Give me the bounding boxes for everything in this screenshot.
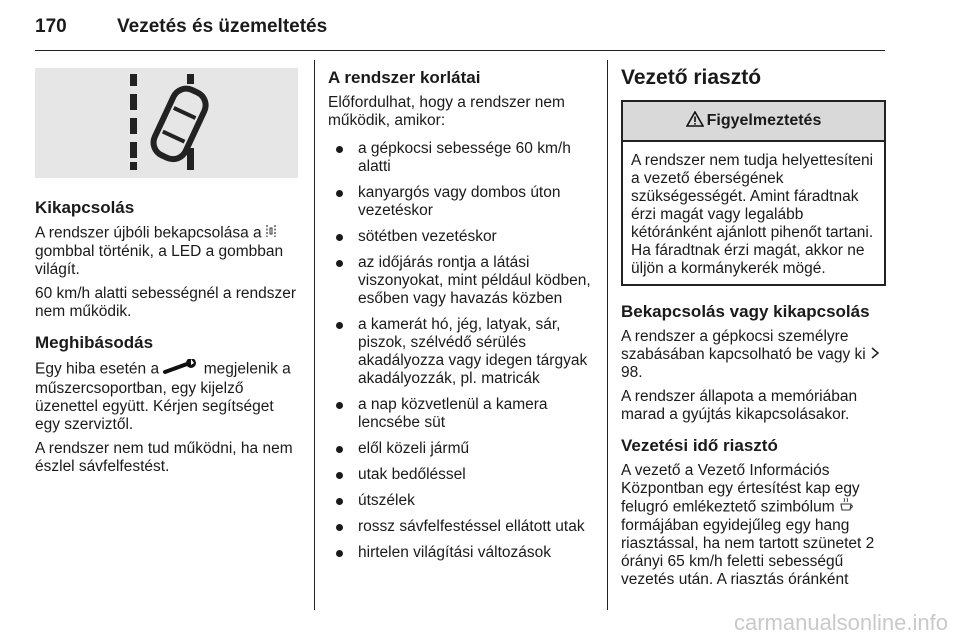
- list-item: a kamerát hó, jég, latyak, sár, piszok, szélvédő sérülés akadályozza vagy idegen tárgyak akadályozzák, pl. matricák: [328, 316, 598, 388]
- paragraph-off-2: 60 km/h alatti sebességnél a rendszer nem működik.: [35, 285, 297, 320]
- list-item: a gépkocsi sebessége 60 km/h alatti: [328, 140, 598, 176]
- paragraph-driving-time: A vezető a Vezető Információs Központban egy értesítést kap egy felugró emlékeztető szimbólum formájában egyidejűleg egy hang riasztással, ha nem tartott szünetet 2 órányi 65 km/h feletti sebességű vezetés után. A riasztás óránként: [621, 462, 875, 589]
- heading-off: Kikapcsolás: [35, 198, 135, 217]
- page-reference-icon: [870, 346, 880, 364]
- list-item: utak bedőléssel: [328, 466, 598, 484]
- paragraph-fault-1-b: megjelenik a műszercsoportban, egy kijelző üzenettel együtt. Kérjen segítséget egy szerviztől.: [35, 360, 291, 433]
- page-number: 170: [35, 16, 67, 37]
- lane-departure-figure: [35, 68, 298, 178]
- warning-title: Figyelmeztetés: [706, 112, 822, 129]
- list-item: elől közeli jármű: [328, 440, 598, 458]
- paragraph-fault-1: [35, 359, 300, 434]
- list-item: sötétben vezetéskor: [328, 228, 598, 246]
- page-header: [35, 16, 885, 51]
- paragraph-on-off-2: A rendszer állapota a memóriában marad a gyújtás kikapcsolásakor.: [621, 388, 858, 424]
- list-item: rossz sávfelfestéssel ellátott utak: [328, 518, 598, 536]
- list-item: hirtelen világítási változások: [328, 544, 598, 562]
- lane-assist-button-icon: [266, 224, 276, 243]
- heading-driving-time: Vezetési idő riasztó: [621, 436, 778, 456]
- heading-on-off: Bekapcsolás vagy kikapcsolás: [621, 302, 870, 321]
- paragraph-fault-2: A rendszer nem tud működni, ha nem észlel sávfelfestést.: [35, 440, 293, 475]
- paragraph-on-off-1: A rendszer a gépkocsi személyre szabásában kapcsolható be vagy ki 98.: [621, 328, 886, 382]
- lane-car-illustration-icon: [35, 68, 298, 178]
- column-right: [621, 60, 886, 595]
- warning-box: [621, 100, 886, 286]
- paragraph-off-1-b: gombbal történik, a LED a gombban világít.: [35, 243, 284, 278]
- warning-triangle-icon: [686, 111, 704, 132]
- heading-limits: A rendszer korlátai: [328, 68, 481, 87]
- list-item: az időjárás rontja a látási viszonyokat, mint például ködben, esőben vagy havazás közben: [328, 254, 598, 308]
- coffee-cup-icon: [839, 498, 855, 517]
- watermark: carmanualsonline.info: [733, 610, 948, 635]
- paragraph-fault-1-a: Egy hiba esetén a: [35, 360, 160, 378]
- warning-header: [623, 102, 884, 142]
- limits-intro: Előfordulhat, hogy a rendszer nem működik, amikor:: [328, 94, 565, 129]
- chapter-title: Vezetés és üzemeltetés: [117, 16, 328, 37]
- column-left: [35, 60, 300, 482]
- column-divider: [607, 60, 608, 610]
- heading-driver-alert: Vezető riasztó: [621, 66, 762, 89]
- list-item: útszélek: [328, 492, 598, 510]
- paragraph-off-1: [35, 224, 300, 279]
- warning-text: A rendszer nem tudja helyettesíteni a vezető éberségének szükségességét. Amint fáradtnak érzi magát vagy legalább kétóránként ajánlott pihenőt tartani. Ha fáradtnak érzi magát, akkor ne üljön a kormánykerék mögé.: [631, 152, 874, 277]
- wrench-icon: [163, 359, 199, 380]
- column-middle: [328, 60, 598, 570]
- limits-list: [328, 140, 598, 562]
- list-item: a nap közvetlenül a kamera lencsébe süt: [328, 396, 598, 432]
- paragraph-off-1-a: A rendszer újbóli bekapcsolása a: [35, 224, 262, 242]
- list-item: kanyargós vagy dombos úton vezetéskor: [328, 184, 598, 220]
- column-divider: [314, 60, 315, 610]
- heading-fault: Meghibásodás: [35, 333, 154, 352]
